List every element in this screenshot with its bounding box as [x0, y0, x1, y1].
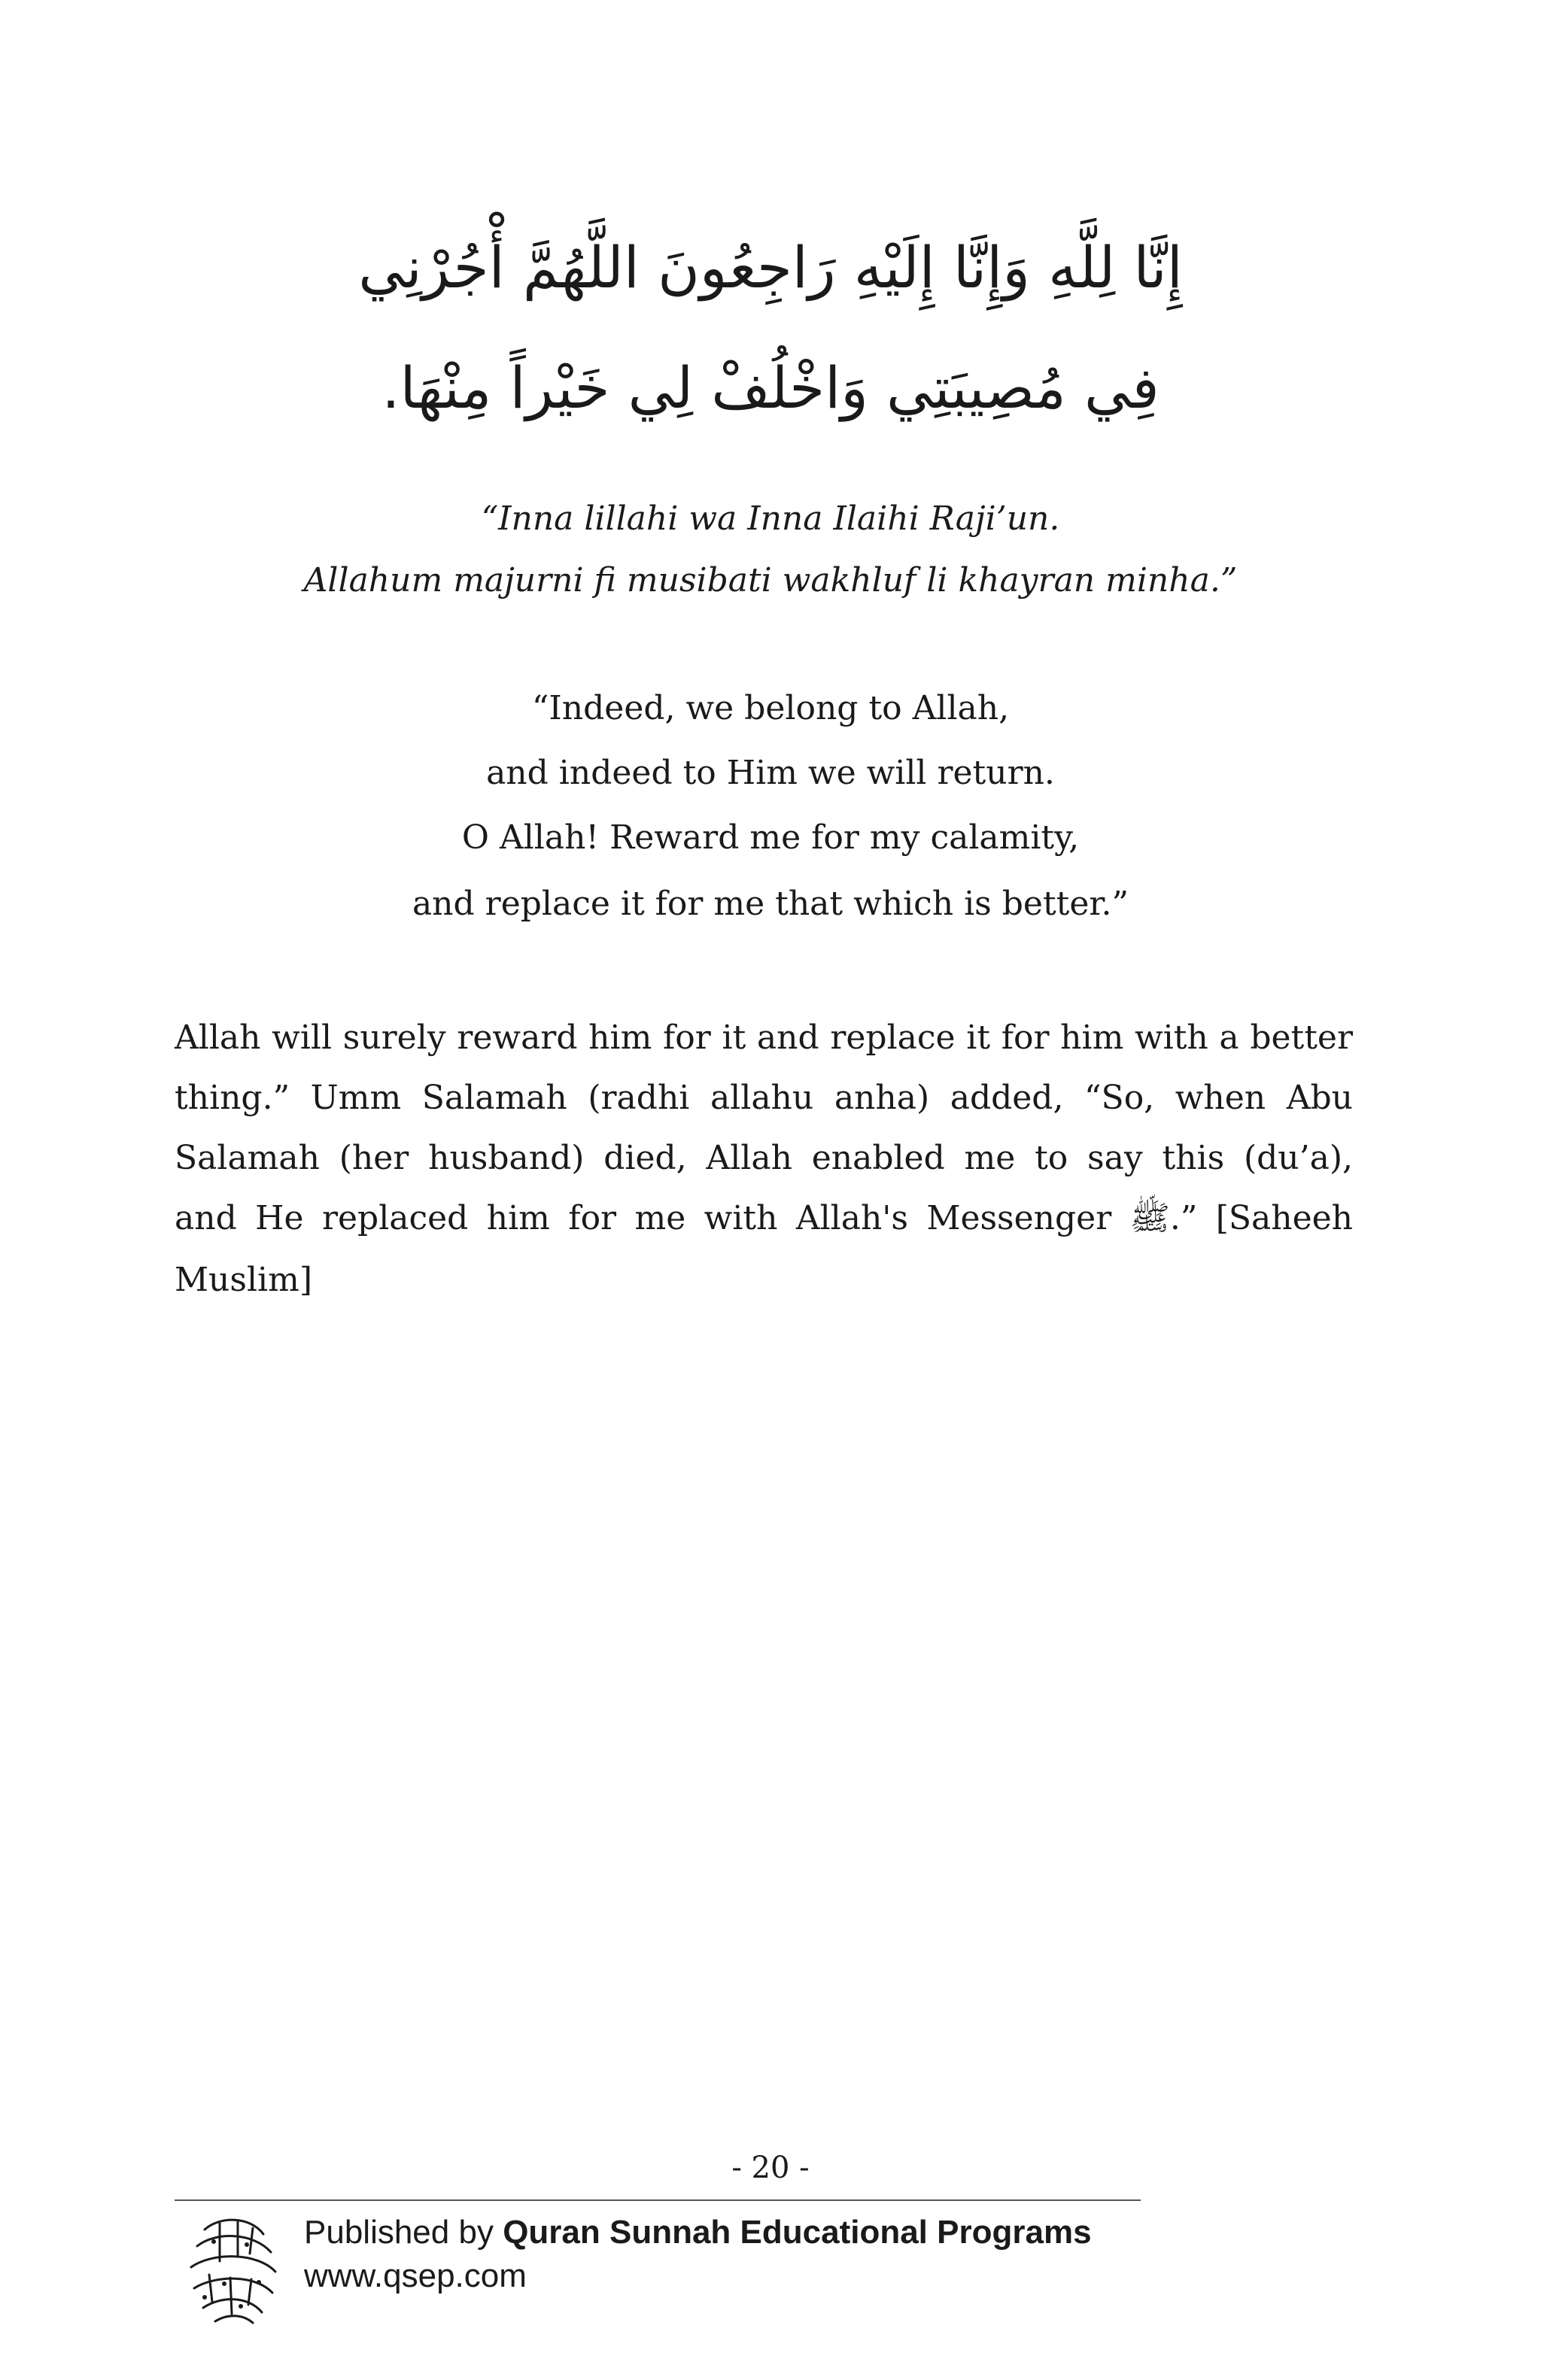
publisher-credit: [304, 2216, 1092, 2249]
publisher-url-link[interactable]: www.qsep.com: [304, 2257, 527, 2294]
published-by-label: Published by: [304, 2214, 494, 2251]
paragraph-line-4: and He replaced him for me with Allah's Messenger ﷺ.” [Saheeh: [175, 1199, 1354, 1237]
paragraph-line-2: thing.” Umm Salamah (radhi allahu anha) added, “So, when Abu: [175, 1079, 1353, 1117]
page-number: - 20 -: [731, 2151, 810, 2185]
paragraph-line-5: Muslim]: [175, 1261, 313, 1299]
paragraph-line-1: Allah will surely reward him for it and replace it for him with a better: [175, 1018, 1353, 1057]
dua-transliteration-line-1: “Inna lillahi wa Inna Ilaihi Raji’un.: [481, 499, 1060, 538]
arabic-calligraphy-seal-icon: [175, 2208, 287, 2329]
dua-transliteration-line-2: Allahum majurni fi musibati wakhluf li khayran minha.”: [303, 561, 1238, 600]
dua-arabic-line-1: إِنَّا لِلَّهِ وَإِنَّا إِلَيْهِ رَاجِعُونَ اللَّهُمَّ أْجُرْنِي: [358, 234, 1183, 301]
dua-translation-line-3: O Allah! Reward me for my calamity,: [461, 818, 1080, 857]
dua-translation-line-1: “Indeed, we belong to Allah,: [531, 689, 1010, 727]
dua-translation-line-4: and replace it for me that which is better.”: [412, 885, 1129, 923]
publisher-name: Quran Sunnah Educational Programs: [503, 2214, 1092, 2251]
paragraph-line-3: Salamah (her husband) died, Allah enabled me to say this (du’a),: [175, 1139, 1353, 1177]
footer-divider: [175, 2199, 1141, 2201]
dua-arabic-line-2: فِي مُصِيبَتِي وَاخْلُفْ لِي خَيْراً مِنْهَا.: [381, 354, 1160, 421]
dua-translation-line-2: and indeed to Him we will return.: [486, 754, 1055, 792]
